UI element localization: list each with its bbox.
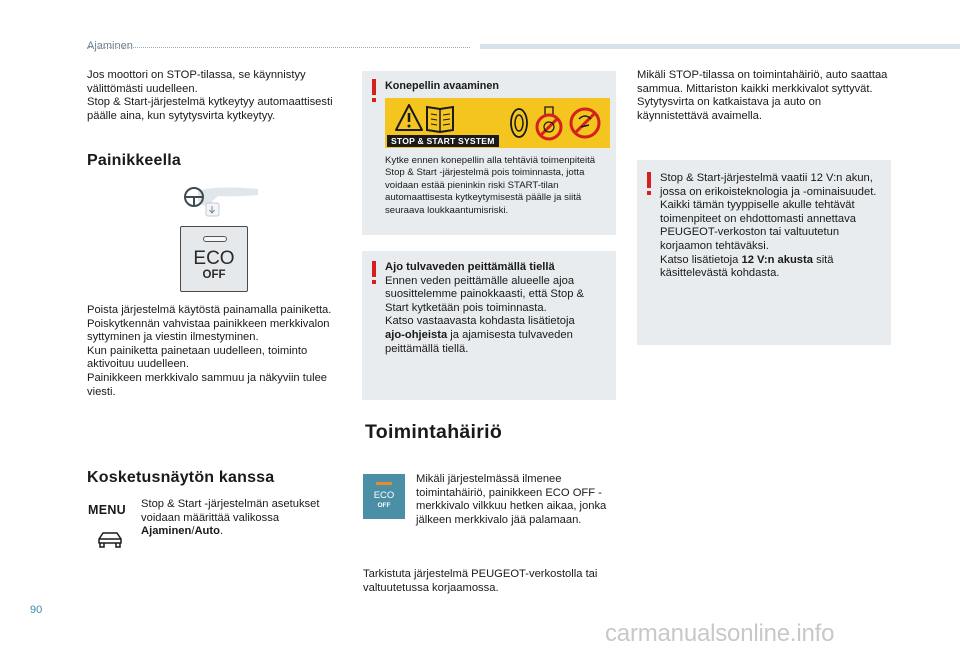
header-divider xyxy=(87,47,470,48)
battery-text-2: Kaikki tämän tyyppiselle akulle tehtävät toimenpiteet on ehdottomasti annettava PEUGEOT-verkoston tai valtuutetun korjaamon tehtäväksi. xyxy=(660,199,856,252)
touch-text xyxy=(141,498,346,539)
stop-start-warning-label xyxy=(385,98,610,148)
indicator-eco-text: ECO xyxy=(373,490,395,501)
flood-content xyxy=(385,261,610,356)
touch-text-main: Stop & Start -järjestelmän asetukset voidaan määrittää valikossa xyxy=(141,498,320,524)
heading-button: Painikkeella xyxy=(87,152,182,169)
warning-box-flood xyxy=(362,251,616,400)
warning-box-battery xyxy=(637,160,891,345)
eco-off-indicator-icon xyxy=(363,474,405,519)
bonnet-title: Konepellin avaaminen xyxy=(385,80,499,92)
section-title: Ajaminen xyxy=(87,40,133,52)
page-number: 90 xyxy=(30,604,43,616)
warning-triangle-icon xyxy=(395,103,455,133)
battery-text-1: Stop & Start-järjestelmä vaatii 12 V:n akun, jossa on erikoisteknologia ja -ominaisuudet. xyxy=(660,172,877,198)
header-bar xyxy=(480,44,960,49)
warning-icon xyxy=(372,261,376,277)
warning-box-bonnet xyxy=(362,71,616,235)
col3-intro: Mikäli STOP-tilassa on toimintahäiriö, auto saattaa sammua. Mittariston kaikki merkkivalot syttyvät. Sytytysvirta on katkaistava ja auto on käynnistettävä avaimella. xyxy=(637,69,888,122)
menu-label: MENU xyxy=(88,503,127,517)
no-hands-fan-icons xyxy=(509,101,605,141)
warning-icon xyxy=(372,79,376,95)
button-led-indicator xyxy=(203,236,227,242)
touch-menu-path-1: Ajaminen xyxy=(141,525,192,538)
battery-text-3: Katso lisätietoja xyxy=(660,253,739,266)
off-label: OFF xyxy=(202,269,226,281)
touch-menu-separator: / xyxy=(191,525,195,538)
intro-line-1: Jos moottori on STOP-tilassa, se käynnistyy välittömästi uudelleen. xyxy=(87,69,306,95)
flood-text-1: Ennen veden peittämälle alueelle ajoa suosittelemme painokkaasti, että Stop & Start kytketään pois toiminnasta. xyxy=(385,274,584,314)
stop-start-banner: STOP & START SYSTEM xyxy=(387,135,499,147)
button-text-1: Poista järjestelmä käytöstä painamalla painiketta. xyxy=(87,304,332,316)
battery-text-4: sitä käsittelevästä kohdasta. xyxy=(660,253,834,280)
indicator-led xyxy=(376,482,392,485)
button-text-3: Kun painiketta painetaan uudelleen, toiminto aktivoituu uudelleen. xyxy=(87,344,308,371)
heading-fault: Toimintahäiriö xyxy=(365,421,503,443)
indicator-off-text: OFF xyxy=(377,502,391,509)
eco-off-button[interactable] xyxy=(180,226,248,292)
eco-label: ECO xyxy=(193,248,235,269)
heading-touchscreen: Kosketusnäytön kanssa xyxy=(87,469,275,486)
battery-bold-link: 12 V:n akusta xyxy=(741,253,813,266)
intro-line-2: Stop & Start-järjestelmä kytkeytyy automaattisesti päälle aina, kun sytytysvirta kytkeytyy. xyxy=(87,96,333,122)
battery-content xyxy=(660,172,885,281)
warning-icon xyxy=(647,172,651,188)
flood-bold-link: ajo-ohjeista xyxy=(385,328,448,341)
touch-text-end: . xyxy=(219,525,224,538)
watermark: carmanualsonline.info xyxy=(605,620,835,647)
col1-button-text xyxy=(87,304,349,399)
fault-text: Mikäli järjestelmässä ilmenee toimintahäiriö, painikkeen ECO OFF -merkkivalo vilkkuu hetken aikaa, jonka jälkeen merkkivalo jää palamaan. xyxy=(416,473,607,526)
dashboard-illustration xyxy=(178,185,260,217)
button-text-4: Painikkeen merkkivalo sammuu ja näkyviin tulee viesti. xyxy=(87,371,328,398)
car-icon xyxy=(96,530,124,550)
col1-intro xyxy=(87,69,349,123)
flood-text-3: ja ajamisesta tulvaveden peittämällä tiellä. xyxy=(385,328,573,355)
check-text: Tarkistuta järjestelmä PEUGEOT-verkostolla tai valtuutetussa korjaamossa. xyxy=(363,568,598,594)
bonnet-text: Kytke ennen konepellin alla tehtäviä toimenpiteitä Stop & Start -järjestelmä pois toiminnasta, jotta voidaan estää pieninkin riski START-tilan automaattisesta kytkeytymisestä päälle ja siitä seuraava loukkaantumisriski. xyxy=(385,155,596,216)
flood-title: Ajo tulvaveden peittämällä tiellä xyxy=(385,261,555,273)
button-text-2: Poiskytkennän vahvistaa painikkeen merkkivalon syttyminen ja viestin ilmestyminen. xyxy=(87,317,330,344)
flood-text-2: Katso vastaavasta kohdasta lisätietoja xyxy=(385,315,575,328)
touch-menu-path-2: Auto xyxy=(194,525,220,538)
